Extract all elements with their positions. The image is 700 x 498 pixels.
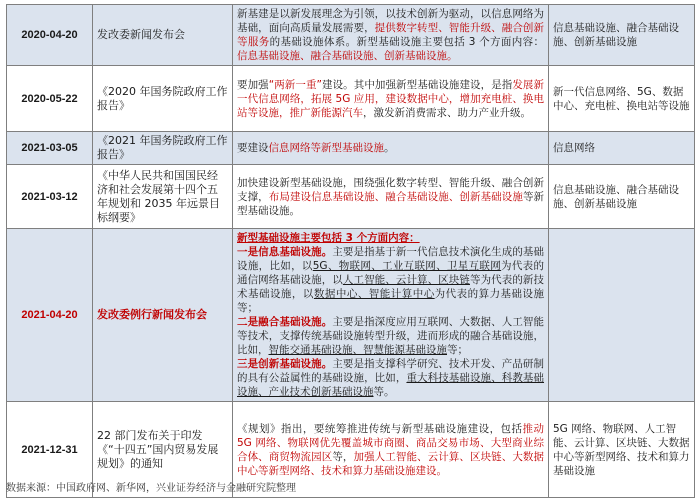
content-segment: ，激发新消费需求、助力产业升级。	[363, 106, 531, 119]
date-cell: 2020-05-22	[7, 66, 93, 132]
content-segment: 等为代表的新技术基础设施，以	[237, 274, 545, 300]
content-segment: 主要是指支撑科学研究、技术开发、产品研制的具有公益属性的基础设施，比如，	[237, 358, 545, 384]
content-segment: 数据中心、智能计算中心	[313, 288, 435, 300]
table-row	[7, 165, 695, 229]
content-segment: 布局建设信息基础设施、融合基础设施、创新基础设施	[268, 190, 523, 203]
keywords-cell: 信息基础设施、融合基础设施、创新基础设施	[549, 165, 695, 229]
source-cell: 22 部门发布关于印发《“十四五”国内贸易发展规划》的通知	[93, 402, 233, 498]
source-cell: 《中华人民共和国国民经济和社会发展第十四个五年规划和 2035 年远景目标纲要》	[93, 165, 233, 229]
content-segment: 二是融合基础设施。	[237, 316, 333, 328]
content-segment: 等。	[373, 386, 395, 398]
content-segment: 信息基础设施、融合基础设施、创新基础设施。	[237, 50, 458, 62]
content-segment: 重大科技基础设施、科教基础设施、产业技术创新基础设施	[237, 372, 545, 398]
content-segment: 加快建设新型基础设施，围绕强化数字转型、智能升级、融合创新支撑，	[237, 176, 544, 203]
content-segment: 要建设	[237, 142, 269, 154]
source-cell: 发改委例行新闻发布会	[93, 229, 233, 402]
content-segment: 提供数字转型、智能升级、融合创新等服务	[237, 22, 545, 48]
source-cell: 《2020 年国务院政府工作报告》	[93, 66, 233, 132]
source-cell: 《2021 年国务院政府工作报告》	[93, 132, 233, 165]
content-segment: 等新型基础设施。	[237, 190, 545, 217]
date-cell: 2021-12-31	[7, 402, 93, 498]
content-segment: 等；	[447, 344, 468, 356]
content-paragraph	[237, 315, 544, 357]
date-cell: 2021-04-20	[7, 229, 93, 402]
content-segment: 5G、物联网、工业互联网、卫星互联网	[312, 260, 502, 272]
content-segment: 为代表的算力基础设施等；	[237, 288, 545, 314]
content-paragraph	[237, 245, 544, 315]
source-cell: 发改委新闻发布会	[93, 5, 233, 66]
content-segment: 建设。其中加强新型基础设施建设，是指	[321, 78, 513, 91]
date-cell: 2020-04-20	[7, 5, 93, 66]
content-paragraph	[237, 357, 544, 399]
keywords-cell: 5G 网络、物联网、人工智能、云计算、区块链、大数据中心等新型网络、技术和算力基础设施	[549, 402, 695, 498]
content-cell	[233, 132, 549, 165]
content-segment: 智能交通基础设施、智慧能源基础设施	[268, 344, 447, 356]
content-segment: 为代表的通信网络基础设施，以	[237, 260, 544, 286]
content-cell	[233, 229, 549, 402]
keywords-cell: 信息网络	[549, 132, 695, 165]
table-row	[7, 66, 695, 132]
table-row	[7, 229, 695, 402]
content-segment: 新型基础设施主要包括 3 个方面内容：	[237, 232, 420, 244]
table-row	[7, 132, 695, 165]
content-segment: 人工智能、云计算、区块链	[342, 274, 470, 286]
date-cell: 2021-03-12	[7, 165, 93, 229]
content-segment: 一是信息基础设施。	[237, 246, 333, 258]
content-paragraph	[237, 231, 544, 245]
content-cell	[233, 165, 549, 229]
content-segment: 的基础设施体系。新型基础设施主要包括 3 个方面内容：	[269, 36, 545, 48]
table-row	[7, 5, 695, 66]
policy-table-container	[6, 4, 694, 498]
content-segment: 加强人工智能、云计算、区块链、大数据中心等新型网络、技术和算力基础设施建设。	[237, 450, 545, 477]
content-segment: “两新一重”	[268, 78, 322, 91]
content-segment: 新基建是以新发展理念为引领，以技术创新为驱动，以信息网络为基础，面向高质量发展需要，	[237, 8, 544, 34]
content-segment: 主要是指基于新一代信息技术演化生成的基础设施，比如，以	[237, 246, 545, 272]
content-segment: 主要是指深度应用互联网、大数据、人工智能等技术，支撑传统基础设施转型升级，进而形成的融合基础设施，比如，	[237, 316, 545, 356]
content-segment: 推动 5G 网络、物联网优先覆盖城市商圈、商品交易市场、大型商业综合体、商贸物流园区	[237, 422, 545, 463]
content-segment: 三是创新基础设施。	[237, 358, 333, 370]
source-note: 数据来源：中国政府网、新华网，兴业证券经济与金融研究院整理	[6, 483, 296, 494]
content-segment: 。	[384, 142, 395, 154]
content-segment: 信息网络等新型基础设施	[268, 142, 384, 154]
content-segment: 要加强	[237, 78, 269, 91]
content-segment: 《规划》指出，要统筹推进传统与新型基础设施建设，包括	[237, 422, 523, 435]
content-cell	[233, 5, 549, 66]
policy-table	[6, 4, 695, 498]
date-cell: 2021-03-05	[7, 132, 93, 165]
keywords-cell: 信息基础设施、融合基础设施、创新基础设施	[549, 5, 695, 66]
keywords-cell: 新一代信息网络、5G、数据中心、充电桩、换电站等设施	[549, 66, 695, 132]
content-segment: 发展新一代信息网络，拓展 5G 应用，建设数据中心，增加充电桩、换电站等设施，推广新能源汽车	[237, 78, 545, 119]
keywords-cell	[549, 229, 695, 402]
content-cell	[233, 66, 549, 132]
content-segment: 等，	[332, 450, 354, 463]
